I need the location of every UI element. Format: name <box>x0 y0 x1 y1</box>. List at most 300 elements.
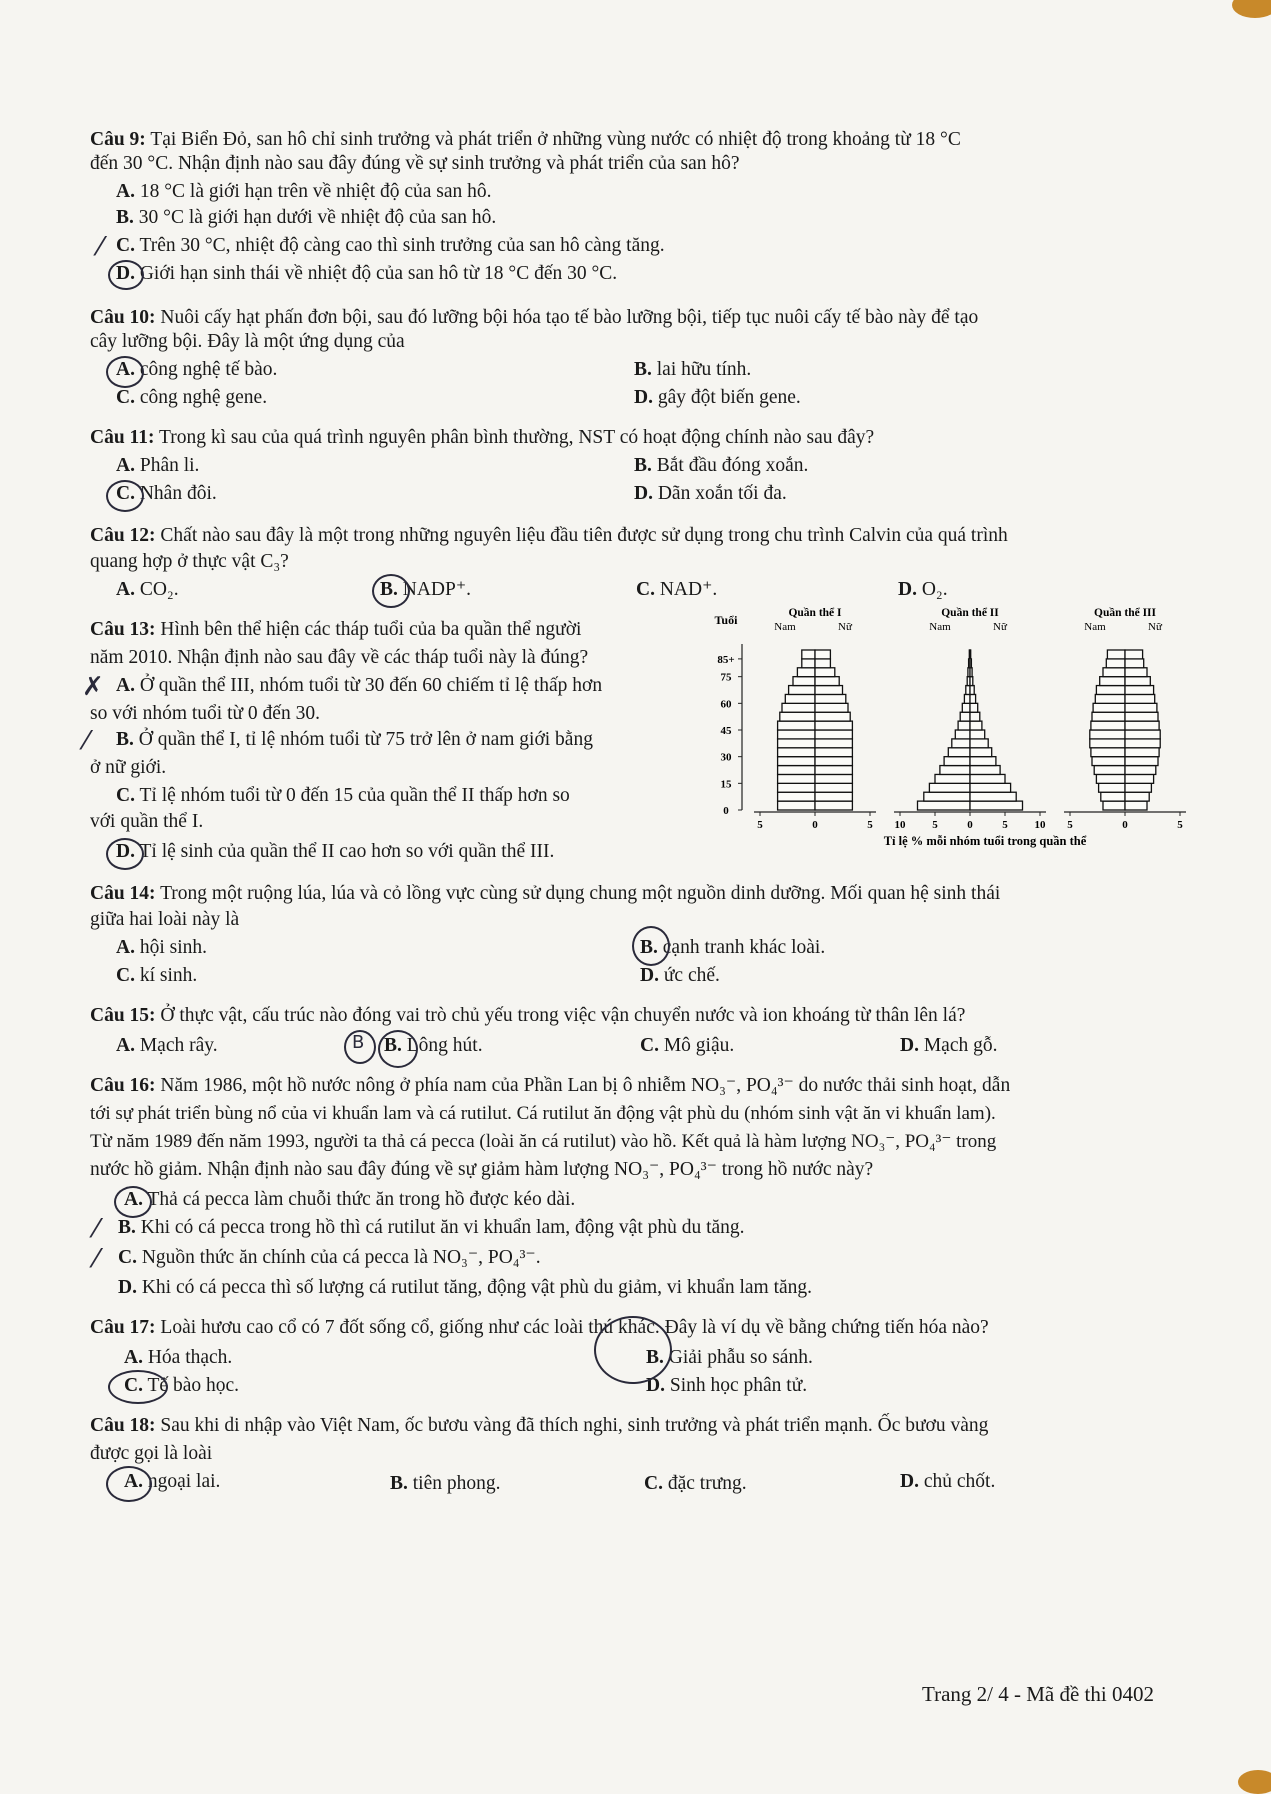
q16-option-a[interactable] <box>124 1188 575 1212</box>
q15-note-letter: B <box>352 1032 365 1053</box>
male-bar <box>778 757 815 766</box>
female-bar <box>1125 739 1160 748</box>
y-tick-label: 45 <box>720 725 732 737</box>
male-bar <box>1099 783 1125 792</box>
q13-text2: năm 2010. Nhận định nào sau đây về các tháp tuổi này là đúng? <box>90 647 589 668</box>
q18-d-text: chủ chốt. <box>923 1471 996 1492</box>
q11-stem-line1 <box>90 426 874 450</box>
pyramid-female-label: Nữ <box>993 621 1007 633</box>
q10-a-letter: A. <box>116 359 135 380</box>
q16-text3: Từ năm 1989 đến năm 1993, người ta thả cá pecca (loài ăn cá rutilut) vào hồ. Kết quả là hàm lượng NO₃⁻, PO₄³⁻ trong <box>90 1131 997 1152</box>
q18-label: Câu 18: <box>90 1415 156 1436</box>
q12-c-letter: C. <box>636 579 655 600</box>
female-bar <box>970 766 1000 775</box>
q16-stem-line4 <box>90 1158 873 1182</box>
q15-option-d[interactable] <box>900 1034 998 1058</box>
q12-a-text: CO₂. <box>139 579 179 600</box>
q17-b-circle <box>594 1316 672 1384</box>
q17-a-letter: A. <box>124 1347 143 1368</box>
q12-label: Câu 12: <box>90 525 156 546</box>
q14-a-text: hội sinh. <box>139 937 208 958</box>
q14-label: Câu 14: <box>90 883 156 904</box>
male-bar <box>958 721 970 730</box>
q12-b-text: NADP⁺. <box>402 579 472 600</box>
population-pyramids-chart <box>700 602 1190 850</box>
q15-option-c[interactable] <box>640 1034 734 1058</box>
q18-stem-line1 <box>90 1414 988 1438</box>
pyramid-female-label: Nữ <box>838 621 852 633</box>
q18-text2: được gọi là loài <box>90 1443 213 1464</box>
q11-option-d[interactable] <box>634 482 787 506</box>
q16-stem-line1 <box>90 1074 1010 1098</box>
q9-d-circle <box>108 260 144 290</box>
female-bar <box>1125 686 1154 695</box>
q13-option-c-cont <box>90 810 203 834</box>
male-bar <box>1091 748 1125 757</box>
female-bar <box>1125 703 1157 712</box>
q17-a-text: Hóa thạch. <box>147 1347 233 1368</box>
female-bar <box>815 757 852 766</box>
x-tick-label: 5 <box>932 819 938 831</box>
q13-option-b-cont <box>90 756 166 780</box>
male-bar <box>948 748 970 757</box>
female-bar <box>815 730 852 739</box>
q17-b-text: Giải phẫu so sánh. <box>668 1347 813 1368</box>
q13-stem-line2 <box>90 646 588 670</box>
q9-option-b[interactable] <box>116 206 496 230</box>
pyramid-title: Quần thể II <box>941 607 999 619</box>
male-bar <box>778 783 815 792</box>
q12-d-letter: D. <box>898 579 917 600</box>
female-bar <box>970 783 1011 792</box>
q12-d-text: O₂. <box>921 579 948 600</box>
corner-stain-top <box>1232 0 1271 18</box>
x-tick-label: 10 <box>1034 819 1046 831</box>
male-bar <box>1107 650 1125 659</box>
q10-label: Câu 10: <box>90 307 156 328</box>
male-bar <box>778 721 815 730</box>
x-tick-label: 5 <box>867 819 873 831</box>
q9-label: Câu 9: <box>90 129 146 150</box>
y-tick-label: 15 <box>720 778 732 791</box>
male-bar <box>964 694 970 703</box>
q13-option-a[interactable] <box>116 674 602 698</box>
q11-label: Câu 11: <box>90 427 155 448</box>
q14-option-a[interactable] <box>116 936 207 960</box>
female-bar <box>815 686 843 695</box>
chart-y-ticks <box>717 644 742 817</box>
q18-a-text: ngoại lai. <box>147 1471 221 1492</box>
q15-b-letter: B. <box>384 1035 402 1056</box>
q13-c-letter: C. <box>116 785 135 806</box>
q14-d-text: ức chế. <box>663 965 720 986</box>
q13-b-text2: ở nữ giới. <box>90 757 167 778</box>
q15-c-letter: C. <box>640 1035 659 1056</box>
q16-text4: nước hồ giảm. Nhận định nào sau đây đúng về sự giảm hàm lượng NO₃⁻, PO₄³⁻ trong hồ nước này? <box>90 1159 874 1180</box>
q15-label: Câu 15: <box>90 1005 156 1026</box>
q10-option-d[interactable] <box>634 386 801 410</box>
x-tick-label: 5 <box>1002 819 1008 831</box>
q15-text1: Ở thực vật, cấu trúc nào đóng vai trò chủ yếu trong việc vận chuyển nước và ion khoáng từ thân lên lá? <box>160 1005 966 1026</box>
male-bar <box>778 792 815 801</box>
male-bar <box>1090 739 1125 748</box>
x-tick-label: 5 <box>757 819 763 831</box>
q16-a-text: Thả cá pecca làm chuỗi thức ăn trong hồ được kéo dài. <box>147 1189 576 1210</box>
male-bar <box>1093 703 1125 712</box>
q12-option-a[interactable] <box>116 578 179 602</box>
q10-c-letter: C. <box>116 387 135 408</box>
q16-b-letter: B. <box>118 1217 136 1238</box>
q18-option-c[interactable] <box>644 1472 747 1496</box>
q9-option-a[interactable] <box>116 180 492 204</box>
q17-label: Câu 17: <box>90 1317 156 1338</box>
q13-a-cross-mark: ✗ <box>82 672 104 702</box>
female-bar <box>970 801 1023 810</box>
male-bar <box>802 659 815 668</box>
female-bar <box>815 774 852 783</box>
q11-c-letter: C. <box>116 483 135 504</box>
male-bar <box>962 703 970 712</box>
q11-b-text: Bắt đầu đóng xoắn. <box>656 455 809 476</box>
female-bar <box>970 694 976 703</box>
female-bar <box>815 748 852 757</box>
male-bar <box>1103 668 1125 677</box>
female-bar <box>970 721 982 730</box>
female-bar <box>970 748 992 757</box>
q12-stem-line1 <box>90 524 1008 548</box>
female-bar <box>970 650 971 659</box>
male-bar <box>778 739 815 748</box>
q16-b-text: Khi có cá pecca trong hồ thì cá rutilut ăn vi khuẩn lam, động vật phù du tăng. <box>140 1217 745 1238</box>
female-bar <box>815 668 835 677</box>
female-bar <box>1125 757 1158 766</box>
q17-d-letter: D. <box>646 1375 665 1396</box>
male-bar <box>1095 694 1125 703</box>
q18-b-letter: B. <box>390 1473 408 1494</box>
male-bar <box>789 686 815 695</box>
q10-stem-line1 <box>90 306 978 330</box>
female-bar <box>970 703 978 712</box>
female-bar <box>1125 712 1158 721</box>
q9-c-cross-mark: ⁄ <box>98 232 103 262</box>
q15-a-letter: A. <box>116 1035 135 1056</box>
female-bar <box>1125 730 1160 739</box>
q15-option-a[interactable] <box>116 1034 218 1058</box>
q16-b-cross-mark: ⁄ <box>94 1214 99 1244</box>
female-bar <box>815 677 839 686</box>
q15-stem-line1 <box>90 1004 965 1028</box>
q11-c-text: Nhân đôi. <box>139 483 217 504</box>
q14-text1: Trong một ruộng lúa, lúa và cỏ lồng vực cùng sử dụng chung một nguồn dinh dưỡng. Mối quan hệ sinh thái <box>160 883 1001 904</box>
q9-text2: đến 30 °C. Nhận định nào sau đây đúng về sự sinh trưởng và phát triển của san hô? <box>90 153 740 174</box>
male-bar <box>1106 659 1125 668</box>
male-bar <box>797 668 815 677</box>
male-bar <box>778 766 815 775</box>
female-bar <box>1125 766 1156 775</box>
male-bar <box>1096 774 1125 783</box>
q13-option-c[interactable] <box>116 784 570 808</box>
q9-d-letter: D. <box>116 263 135 284</box>
male-bar <box>793 677 815 686</box>
q13-d-circle <box>106 838 144 870</box>
q15-a-text: Mạch rây. <box>139 1035 218 1056</box>
male-bar <box>1103 801 1125 810</box>
q18-b-text: tiên phong. <box>412 1473 501 1494</box>
q17-c-letter: C. <box>124 1375 143 1396</box>
pyramid-title: Quần thể III <box>1094 607 1156 619</box>
q10-b-text: lai hữu tính. <box>656 359 752 380</box>
q14-option-c[interactable] <box>116 964 197 988</box>
q12-b-letter: B. <box>380 579 398 600</box>
q17-c-text: Tế bào học. <box>147 1375 240 1396</box>
pyramid-male-label: Nam <box>774 621 796 633</box>
q10-stem-line2 <box>90 330 405 354</box>
female-bar <box>815 694 846 703</box>
q17-d-text: Sinh học phân tử. <box>669 1375 808 1396</box>
q10-b-letter: B. <box>634 359 652 380</box>
female-bar <box>1125 801 1147 810</box>
male-bar <box>1100 677 1125 686</box>
q16-stem-line2 <box>90 1102 996 1126</box>
male-bar <box>1101 792 1125 801</box>
q11-option-a[interactable] <box>116 454 199 478</box>
q18-a-letter: A. <box>124 1471 143 1492</box>
female-bar <box>970 792 1016 801</box>
female-bar <box>1125 668 1147 677</box>
male-bar <box>940 766 970 775</box>
q16-d-text: Khi có cá pecca thì số lượng cá rutilut tăng, động vật phù du giảm, vi khuẩn lam tăng. <box>141 1277 813 1298</box>
q18-stem-line2 <box>90 1442 212 1466</box>
q12-text2: quang hợp ở thực vật C₃? <box>90 551 289 572</box>
male-bar <box>782 703 815 712</box>
q16-option-b[interactable] <box>118 1216 745 1240</box>
q9-stem-line2 <box>90 152 740 176</box>
female-bar <box>1125 748 1159 757</box>
q9-c-letter: C. <box>116 235 135 256</box>
female-bar <box>970 677 973 686</box>
q15-c-text: Mô giậu. <box>663 1035 735 1056</box>
q18-d-letter: D. <box>900 1471 919 1492</box>
male-bar <box>1090 730 1125 739</box>
x-tick-label: 10 <box>894 819 906 831</box>
q16-c-letter: C. <box>118 1247 137 1268</box>
female-bar <box>815 703 848 712</box>
q16-option-c[interactable] <box>118 1246 541 1270</box>
q14-option-d[interactable] <box>640 964 720 988</box>
q11-c-circle <box>106 480 144 512</box>
q12-text1: Chất nào sau đây là một trong những nguyên liệu đầu tiên được sử dụng trong chu trình Calvin của quá trình <box>160 525 1008 546</box>
q18-c-text: đặc trưng. <box>667 1473 747 1494</box>
female-bar <box>815 766 852 775</box>
female-bar <box>815 792 852 801</box>
female-bar <box>815 739 852 748</box>
page-footer: Trang 2/ 4 - Mã đề thi 0402 <box>922 1682 1154 1706</box>
q14-b-letter: B. <box>640 937 658 958</box>
q13-b-letter: B. <box>116 729 134 750</box>
q9-a-letter: A. <box>116 181 135 202</box>
q10-d-letter: D. <box>634 387 653 408</box>
male-bar <box>1092 712 1125 721</box>
female-bar <box>1125 783 1151 792</box>
female-bar <box>815 659 830 668</box>
q12-c-text: NAD⁺. <box>659 579 718 600</box>
female-bar <box>815 712 850 721</box>
q11-b-letter: B. <box>634 455 652 476</box>
q13-text1: Hình bên thể hiện các tháp tuổi của ba quần thể người <box>160 619 582 640</box>
female-bar <box>815 783 852 792</box>
male-bar <box>1096 686 1125 695</box>
q16-a-circle <box>114 1186 152 1218</box>
male-bar <box>1092 757 1125 766</box>
q10-text1: Nuôi cấy hạt phấn đơn bội, sau đó lưỡng bội hóa tạo tế bào lưỡng bội, tiếp tục nuôi cấy tế bào này để tạo <box>160 307 979 328</box>
q9-stem-line1 <box>90 128 961 152</box>
q16-d-letter: D. <box>118 1277 137 1298</box>
male-bar <box>924 792 970 801</box>
y-tick-label: 60 <box>720 698 732 711</box>
chart-title: Tỉ lệ % mỗi nhóm tuổi trong quần thể <box>883 834 1087 848</box>
pyramid-male-label: Nam <box>929 621 951 633</box>
male-bar <box>918 801 971 810</box>
q17-option-d[interactable] <box>646 1374 807 1398</box>
q18-option-b[interactable] <box>390 1472 501 1496</box>
q13-c-text1: Tỉ lệ nhóm tuổi từ 0 đến 15 của quần thể II thấp hơn so <box>139 785 570 806</box>
male-bar <box>1091 721 1125 730</box>
male-bar <box>780 712 815 721</box>
x-tick-label: 0 <box>812 819 818 831</box>
q13-d-letter: D. <box>116 841 135 862</box>
male-bar <box>785 694 815 703</box>
q16-label: Câu 16: <box>90 1075 156 1096</box>
q9-option-d[interactable] <box>116 262 617 286</box>
female-bar <box>1125 659 1144 668</box>
q13-option-d[interactable] <box>116 840 554 864</box>
corner-stain-bottom <box>1238 1770 1271 1794</box>
q12-b-circle <box>372 574 410 608</box>
q14-text2: giữa hai loài này là <box>90 909 240 930</box>
q10-a-text: công nghệ tế bào. <box>139 359 278 380</box>
q16-a-letter: A. <box>124 1189 143 1210</box>
female-bar <box>1125 774 1154 783</box>
pyramid-male-label: Nam <box>1084 621 1106 633</box>
female-bar <box>970 774 1005 783</box>
q18-option-d[interactable] <box>900 1470 995 1494</box>
female-bar <box>1125 721 1159 730</box>
q13-a-text2: so với nhóm tuổi từ 0 đến 30. <box>90 703 320 724</box>
q14-c-letter: C. <box>116 965 135 986</box>
q13-b-text1: Ở quần thể I, tỉ lệ nhóm tuổi từ 75 trở lên ở nam giới bằng <box>138 729 593 750</box>
q9-c-text: Trên 30 °C, nhiệt độ càng cao thì sinh trưởng của san hô càng tăng. <box>139 235 665 256</box>
q13-d-text: Tỉ lệ sinh của quần thể II cao hơn so với quần thể III. <box>139 841 555 862</box>
q14-stem-line2 <box>90 908 239 932</box>
female-bar <box>1125 650 1143 659</box>
q9-b-text: 30 °C là giới hạn dưới về nhiệt độ của san hô. <box>138 207 497 228</box>
y-tick-label: 85+ <box>717 653 735 666</box>
q10-a-circle <box>106 356 144 388</box>
female-bar <box>970 668 972 677</box>
female-bar <box>970 730 985 739</box>
q16-stem-line3 <box>90 1130 996 1154</box>
q9-a-text: 18 °C là giới hạn trên về nhiệt độ của san hô. <box>139 181 492 202</box>
q14-stem-line1 <box>90 882 1000 906</box>
q16-option-d[interactable] <box>118 1276 812 1300</box>
pyramid-female-label: Nữ <box>1148 621 1162 633</box>
q12-a-letter: A. <box>116 579 135 600</box>
y-tick-label: 0 <box>723 805 729 817</box>
male-bar <box>778 730 815 739</box>
female-bar <box>815 721 852 730</box>
chart-ylabel: Tuổi <box>714 613 738 627</box>
y-tick-label: 75 <box>720 671 732 684</box>
pyramid-title: Quần thể I <box>788 607 842 619</box>
q17-c-circle <box>108 1370 168 1404</box>
q13-stem-line1 <box>90 618 581 642</box>
male-bar <box>944 757 970 766</box>
male-bar <box>960 712 970 721</box>
q9-option-c[interactable] <box>116 234 665 258</box>
female-bar <box>970 712 980 721</box>
q15-b-circle <box>378 1030 418 1068</box>
q13-b-cross-mark: ⁄ <box>84 726 89 756</box>
x-tick-label: 5 <box>1067 819 1073 831</box>
q12-option-d[interactable] <box>898 578 948 602</box>
q18-c-letter: C. <box>644 1473 663 1494</box>
x-tick-label: 5 <box>1177 819 1183 831</box>
male-bar <box>929 783 970 792</box>
q11-a-letter: A. <box>116 455 135 476</box>
q9-b-letter: B. <box>116 207 134 228</box>
q11-option-b[interactable] <box>634 454 808 478</box>
male-bar <box>952 739 970 748</box>
female-bar <box>970 739 988 748</box>
female-bar <box>1125 677 1150 686</box>
q15-b-text: Lông hút. <box>406 1035 483 1056</box>
q13-c-text2: với quần thể I. <box>90 811 204 832</box>
q17-stem-line1 <box>90 1316 989 1340</box>
female-bar <box>1125 792 1149 801</box>
male-bar <box>802 650 815 659</box>
q14-a-letter: A. <box>116 937 135 958</box>
chart-pyramids <box>754 606 1186 831</box>
q10-c-text: công nghệ gene. <box>139 387 268 408</box>
male-bar <box>778 801 815 810</box>
q10-option-c[interactable] <box>116 386 267 410</box>
male-bar <box>955 730 970 739</box>
q13-option-a-cont <box>90 702 320 726</box>
q14-d-letter: D. <box>640 965 659 986</box>
female-bar <box>815 801 852 810</box>
q16-c-cross-mark: ⁄ <box>94 1244 99 1274</box>
q9-text1: Tại Biển Đỏ, san hô chỉ sinh trưởng và phát triển ở những vùng nước có nhiệt độ trong khoảng từ 18 °C <box>150 129 961 150</box>
q11-d-text: Dãn xoắn tối đa. <box>657 483 787 504</box>
q14-b-text: cạnh tranh khác loài. <box>662 937 826 958</box>
female-bar <box>970 659 971 668</box>
male-bar <box>1094 766 1125 775</box>
q17-option-a[interactable] <box>124 1346 232 1370</box>
q13-label: Câu 13: <box>90 619 156 640</box>
q11-d-letter: D. <box>634 483 653 504</box>
q17-text1: Loài hươu cao cổ có 7 đốt sống cổ, giống như các loài thú khác. Đây là ví dụ về bằng chứng tiến hóa nào? <box>160 1317 989 1338</box>
x-tick-label: 0 <box>1122 819 1128 831</box>
q16-c-text: Nguồn thức ăn chính của cá pecca là NO₃⁻, PO₄³⁻. <box>141 1247 541 1268</box>
female-bar <box>970 686 974 695</box>
q15-d-letter: D. <box>900 1035 919 1056</box>
q13-a-letter: A. <box>116 675 135 696</box>
q16-text2: tới sự phát triển bùng nổ của vi khuẩn lam và cá rutilut. Cá rutilut ăn động vật phù du (nhóm sinh vật ăn vi khuẩn lam). <box>90 1103 996 1124</box>
q13-option-b[interactable] <box>116 728 593 752</box>
q10-option-b[interactable] <box>634 358 751 382</box>
q18-text1: Sau khi di nhập vào Việt Nam, ốc bươu vàng đã thích nghi, sinh trưởng và phát triển mạnh. Ốc bươu vàng <box>160 1415 989 1436</box>
q12-option-c[interactable] <box>636 578 717 602</box>
